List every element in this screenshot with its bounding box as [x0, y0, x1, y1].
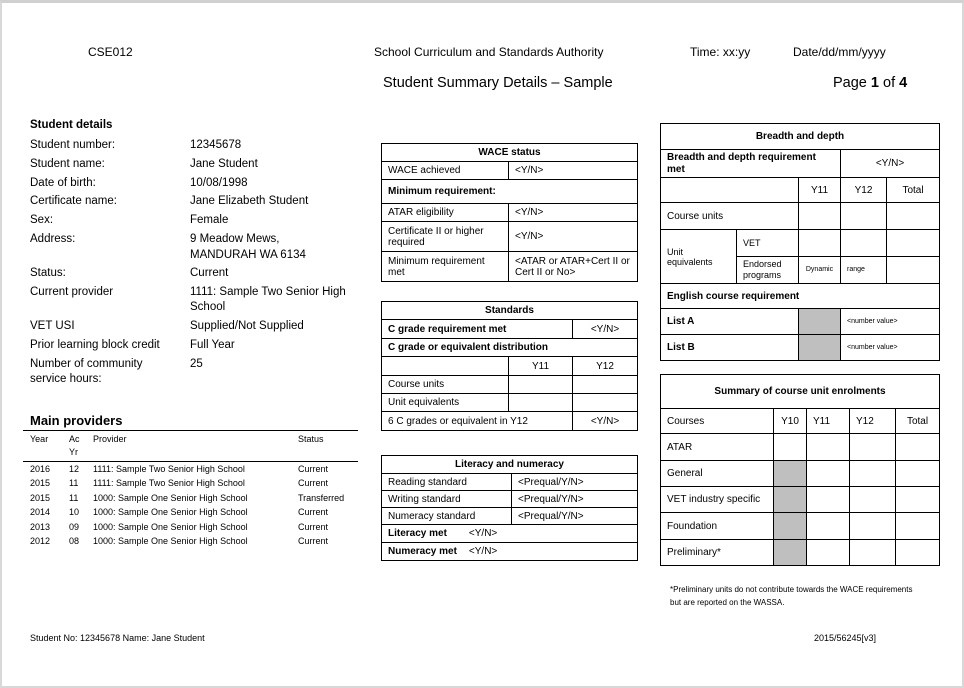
table-row: 2012 08 1000: Sample One Senior High School Current — [30, 536, 329, 546]
breadth-depth-table — [660, 123, 940, 361]
col-acyr: Ac — [69, 434, 80, 444]
reading-label: Reading standard — [382, 474, 512, 491]
enrol-row-preliminary: Preliminary* — [661, 540, 774, 566]
numeracy-value: <Prequal/Y/N> — [512, 508, 638, 525]
cert-required-value: <Y/N> — [509, 222, 638, 252]
numeracy-label: Numeracy standard — [382, 508, 512, 525]
writing-value: <Prequal/Y/N> — [512, 491, 638, 508]
date-stamp: Date/dd/mm/yyyy — [793, 45, 886, 59]
enrol-row-vet: VET industry specific — [661, 487, 774, 513]
atar-eligibility-value: <Y/N> — [509, 204, 638, 222]
student-details-heading: Student details — [30, 119, 113, 131]
wace-status-table — [381, 143, 638, 282]
col-provider: Provider — [93, 434, 127, 444]
breadth-total: Total — [887, 178, 940, 203]
time-stamp: Time: xx:yy — [690, 45, 751, 59]
table-row: 2013 09 1000: Sample One Senior High School Current — [30, 522, 329, 532]
standards-course-units: Course units — [382, 376, 509, 394]
list-b-value: <number value> — [841, 335, 940, 361]
standards-y11-header: Y11 — [509, 357, 573, 376]
reading-value: <Prequal/Y/N> — [512, 474, 638, 491]
authority-name: School Curriculum and Standards Authority — [374, 45, 604, 59]
min-requirement-label: Minimum requirement: — [382, 180, 638, 204]
enrol-row-general: General — [661, 461, 774, 487]
min-met-label: Minimum requirement met — [382, 252, 509, 282]
breadth-range: range — [841, 257, 887, 284]
cgrade-value: <Y/N> — [573, 320, 638, 339]
standards-heading: Standards — [382, 302, 638, 320]
breadth-heading: Breadth and depth — [661, 124, 940, 150]
writing-label: Writing standard — [382, 491, 512, 508]
list-a-label: List A — [661, 309, 799, 335]
footer-reference: 2015/56245[v3] — [814, 633, 877, 643]
breadth-req-value: <Y/N> — [841, 150, 940, 178]
enrolments-heading: Summary of course unit enrolments — [661, 375, 940, 409]
six-c-value: <Y/N> — [573, 412, 638, 431]
page-title: Student Summary Details – Sample — [383, 75, 613, 91]
cgrade-label: C grade requirement met — [382, 320, 573, 339]
col-year: Year — [30, 434, 49, 444]
table-row: 2016 12 1111: Sample Two Senior High School Current — [30, 464, 329, 474]
breadth-endorsed: Endorsed programs — [737, 257, 799, 284]
breadth-unit-equivalents: Unit equivalents — [661, 230, 737, 284]
literacy-met-cell: Literacy met <Y/N> — [382, 525, 638, 543]
table-row: 2014 10 1000: Sample One Senior High School Current — [30, 507, 329, 517]
enrolments-table — [660, 374, 940, 566]
breadth-req-label: Breadth and depth requirement met — [661, 150, 841, 178]
breadth-dynamic: Dynamic — [799, 257, 841, 284]
table-row: 2015 11 1000: Sample One Senior High School Transferred — [30, 493, 345, 503]
main-providers-heading: Main providers — [30, 413, 123, 428]
enrol-y10: Y10 — [774, 409, 807, 434]
breadth-vet: VET — [737, 230, 799, 257]
standards-y12-header: Y12 — [573, 357, 638, 376]
english-requirement: English course requirement — [661, 284, 940, 309]
literacy-heading: Literacy and numeracy — [382, 456, 638, 474]
wace-heading: WACE status — [382, 144, 638, 162]
breadth-y11: Y11 — [799, 178, 841, 203]
table-row: 2015 11 1111: Sample Two Senior High School Current — [30, 478, 329, 488]
wace-achieved-label: WACE achieved — [382, 162, 509, 180]
breadth-y12: Y12 — [841, 178, 887, 203]
min-met-value: <ATAR or ATAR+Cert II or Cert II or No> — [509, 252, 638, 282]
page-number: Page 1 of 4 — [833, 75, 908, 91]
providers-header-rule — [23, 461, 358, 462]
numeracy-met-cell: Numeracy met <Y/N> — [382, 543, 638, 561]
wace-achieved-value: <Y/N> — [509, 162, 638, 180]
footer-student: Student No: 12345678 Name: Jane Student — [30, 633, 205, 643]
cgrade-dist-label: C grade or equivalent distribution — [382, 339, 638, 357]
six-c-label: 6 C grades or equivalent in Y12 — [382, 412, 573, 431]
breadth-course-units: Course units — [661, 203, 799, 230]
preliminary-note-line2: but are reported on the WASSA. — [670, 598, 785, 607]
enrol-total: Total — [896, 409, 940, 434]
providers-top-rule — [23, 430, 358, 431]
preliminary-note-line1: *Preliminary units do not contribute towards the WACE requirements — [670, 585, 913, 594]
form-code: CSE012 — [88, 45, 133, 59]
enrol-y11: Y11 — [807, 409, 850, 434]
list-b-label: List B — [661, 335, 799, 361]
enrol-row-foundation: Foundation — [661, 513, 774, 540]
enrol-courses-header: Courses — [661, 409, 774, 434]
enrol-y12: Y12 — [850, 409, 896, 434]
atar-eligibility-label: ATAR eligibility — [382, 204, 509, 222]
standards-table — [381, 301, 638, 431]
cert-required-label: Certificate II or higher required — [382, 222, 509, 252]
literacy-numeracy-table — [381, 455, 638, 561]
col-acyr-2: Yr — [69, 447, 78, 457]
enrol-row-atar: ATAR — [661, 434, 774, 461]
list-a-value: <number value> — [841, 309, 940, 335]
standards-unit-equivalents: Unit equivalents — [382, 394, 509, 412]
col-status: Status — [298, 434, 324, 444]
